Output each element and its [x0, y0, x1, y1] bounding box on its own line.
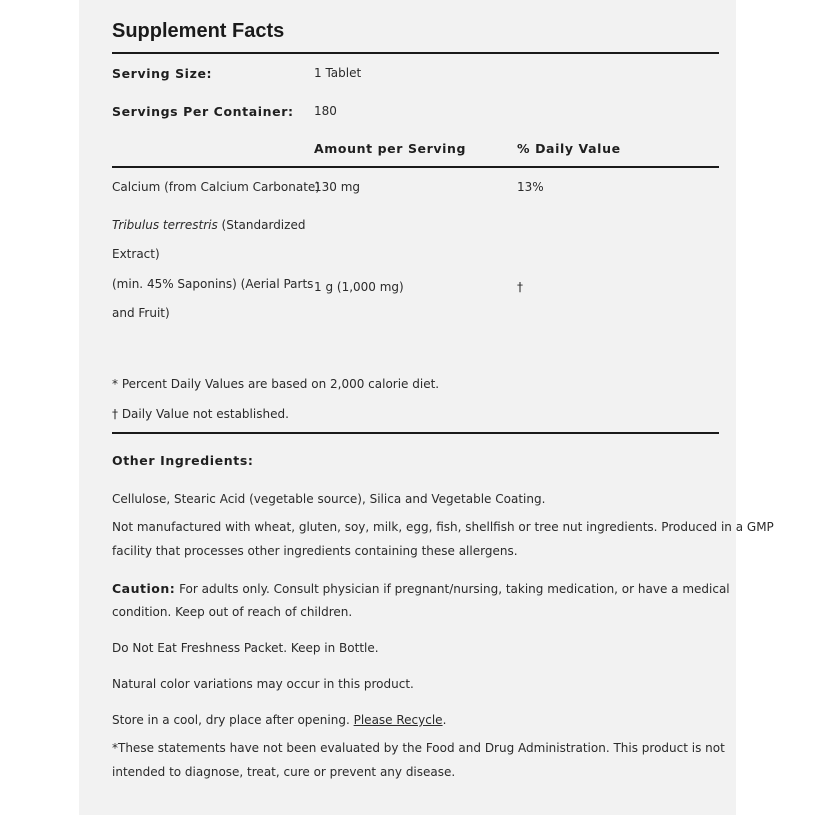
tribulus-daily-value: † — [517, 280, 523, 294]
calcium-name: Calcium (from Calcium Carbonate) — [112, 180, 320, 194]
recycle-link[interactable]: Please Recycle — [353, 713, 443, 727]
tribulus-name-line2: Extract) — [112, 247, 160, 261]
fda-disclaimer-line2: intended to diagnose, treat, cure or prevent any disease. — [112, 765, 456, 779]
tribulus-name-line3: (min. 45% Saponins) (Aerial Parts — [112, 277, 314, 291]
calcium-amount: 130 mg — [314, 180, 361, 194]
tribulus-name-rest: (Standardized — [217, 218, 306, 232]
daily-value-header: % Daily Value — [517, 141, 621, 156]
fda-disclaimer-line1: *These statements have not been evaluated by the Food and Drug Administration. This product is not — [112, 741, 725, 755]
percent-dv-footnote: * Percent Daily Values are based on 2,000 calorie diet. — [112, 377, 440, 391]
dagger-footnote: † Daily Value not established. — [112, 407, 289, 421]
caution-line2: condition. Keep out of reach of children. — [112, 605, 353, 619]
serving-size-label: Serving Size: — [112, 66, 213, 81]
calcium-daily-value: 13% — [517, 180, 544, 194]
storage-text: Store in a cool, dry place after opening. — [112, 713, 354, 727]
storage-note — [112, 713, 446, 727]
tribulus-latin-name: Tribulus terrestris — [112, 218, 218, 232]
header-divider — [112, 166, 719, 168]
other-ingredients-list: Cellulose, Stearic Acid (vegetable source), Silica and Vegetable Coating. — [112, 492, 546, 506]
servings-per-container-label: Servings Per Container: — [112, 104, 294, 119]
tribulus-name-line4: and Fruit) — [112, 306, 170, 320]
title-divider — [112, 52, 719, 54]
allergen-statement-line2: facility that processes other ingredients containing these allergens. — [112, 544, 518, 558]
servings-per-container-value: 180 — [314, 104, 337, 118]
tribulus-name-line1 — [112, 218, 305, 232]
allergen-statement-line1: Not manufactured with wheat, gluten, soy, milk, egg, fish, shellfish or tree nut ingredients. Produced in a GMP — [112, 520, 774, 534]
color-variation-note: Natural color variations may occur in this product. — [112, 677, 414, 691]
tribulus-amount: 1 g (1,000 mg) — [314, 280, 404, 294]
other-ingredients-label: Other Ingredients: — [112, 453, 254, 468]
caution-line1 — [112, 581, 730, 596]
freshness-packet-note: Do Not Eat Freshness Packet. Keep in Bottle. — [112, 641, 379, 655]
page-title: Supplement Facts — [112, 20, 285, 42]
serving-size-value: 1 Tablet — [314, 66, 362, 80]
caution-text: For adults only. Consult physician if pregnant/nursing, taking medication, or have a medical — [175, 582, 730, 596]
amount-per-serving-header: Amount per Serving — [314, 141, 467, 156]
footnote-divider — [112, 432, 719, 434]
caution-label: Caution: — [112, 581, 176, 596]
storage-end: . — [442, 713, 447, 727]
